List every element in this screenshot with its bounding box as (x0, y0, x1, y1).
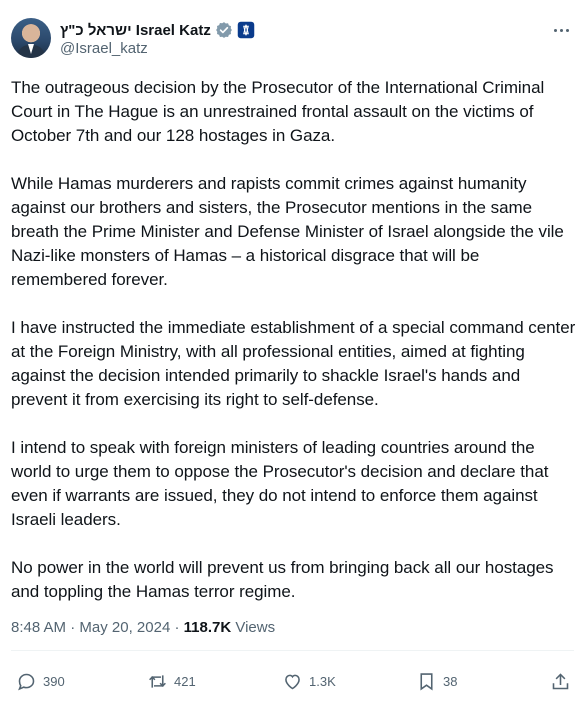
more-dot (560, 29, 563, 32)
meta-separator: · (174, 619, 180, 636)
verified-check-icon[interactable] (215, 21, 233, 39)
action-bar (0, 664, 585, 698)
repost-icon (147, 671, 168, 692)
tweet-paragraph: I have instructed the immediate establishment of a special command center at the Foreign Ministry, with all professional entities, aimed at fighting against the decision intended primarily to shackle Israel's hands and prevent it from exercising its right to self-defense. (11, 318, 576, 409)
tweet-paragraph: No power in the world will prevent us from bringing back all our hostages and toppling the Hamas terror regime. (11, 558, 554, 601)
bookmark-count: 38 (443, 673, 458, 689)
author-name-row (60, 20, 255, 40)
views-label: Views (235, 619, 276, 636)
like-button[interactable] (282, 664, 336, 698)
tweet-time[interactable]: 8:48 AM (11, 619, 67, 636)
tweet-paragraph: I intend to speak with foreign ministers of leading countries around the world to urge them to oppose the Prosecutor's decision and declare that even if warrants are issued, they do not intend to enforce them against Israeli leaders. (11, 438, 549, 529)
more-dot (566, 29, 569, 32)
reply-button[interactable] (16, 664, 65, 698)
reply-count: 390 (43, 673, 65, 689)
share-icon (550, 671, 571, 692)
share-button[interactable] (550, 664, 571, 698)
reply-icon (16, 671, 37, 692)
like-count: 1.3K (309, 673, 336, 689)
tweet-text (11, 76, 577, 628)
bookmark-button[interactable] (416, 664, 457, 698)
israel-government-emblem-icon[interactable] (237, 21, 255, 39)
tweet-paragraph: While Hamas murderers and rapists commit crimes against humanity against our brothers and sisters, the Prosecutor mentions in the same breath the Prime Minister and Defense Minister of Israel alongside the vile Nazi-like monsters of Hamas – a historical disgrace that will be remembered forever. (11, 174, 564, 289)
heart-icon (282, 671, 303, 692)
avatar[interactable] (11, 18, 51, 58)
more-options-icon[interactable] (549, 20, 573, 40)
author-display-name[interactable]: ישראל כ"ץ Israel Katz (60, 21, 211, 39)
repost-count: 421 (174, 673, 196, 689)
bookmark-icon (416, 671, 437, 692)
repost-button[interactable] (147, 664, 196, 698)
divider (11, 650, 574, 651)
more-dot (554, 29, 557, 32)
views-count: 118.7K (183, 619, 232, 636)
tweet-metadata (11, 619, 275, 636)
author-handle[interactable]: @Israel_katz (60, 40, 148, 57)
meta-separator: · (70, 619, 76, 636)
tweet-date[interactable]: May 20, 2024 (79, 619, 171, 636)
tweet-paragraph: The outrageous decision by the Prosecutor of the International Criminal Court in The Hague is an unrestrained frontal assault on the victims of October 7th and our 128 hostages in Gaza. (11, 78, 545, 145)
